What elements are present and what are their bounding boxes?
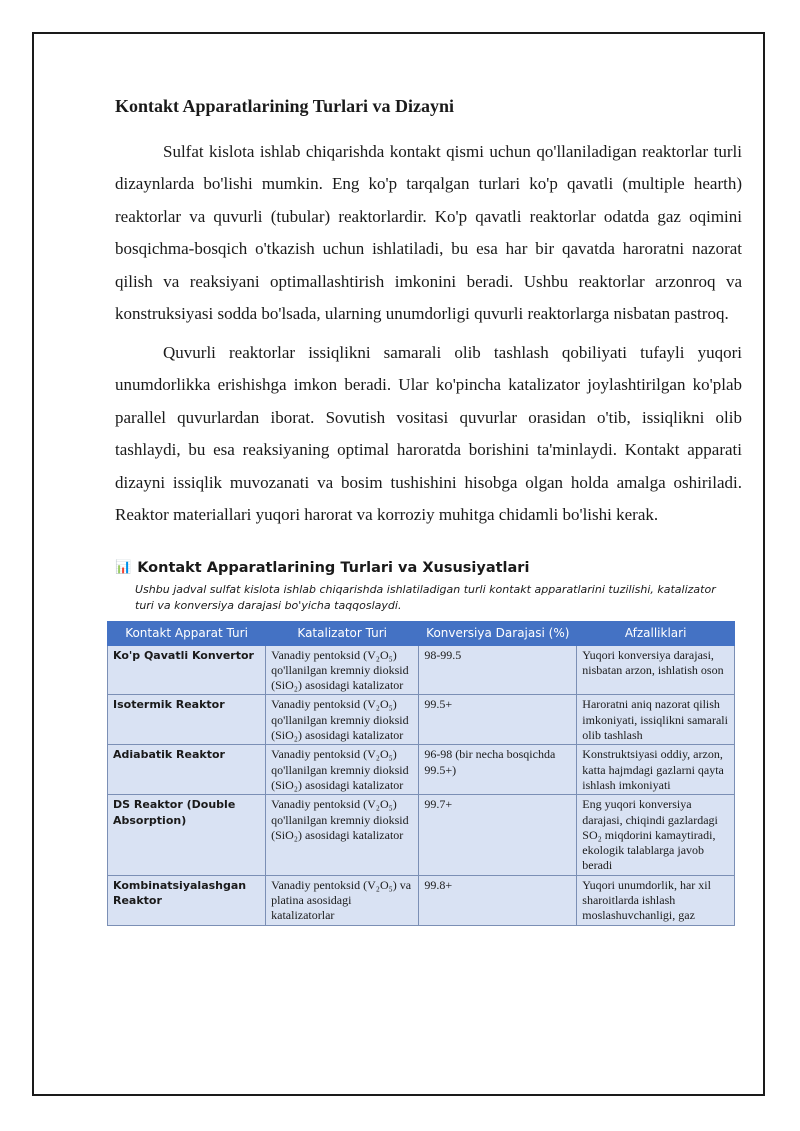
cell-conversion: 99.7+: [419, 795, 577, 875]
header-katalizator-turi: Katalizator Turi: [266, 621, 419, 645]
chart-icon: 📊: [115, 560, 132, 576]
cell-conversion: 99.5+: [419, 695, 577, 745]
cell-catalyst: Vanadiy pentoksid (V₂O₅) qo'llanilgan kremniy dioksid (SiO₂) asosidagi katalizator: [266, 795, 419, 875]
header-afzalliklari: Afzalliklari: [577, 621, 735, 645]
table-title-text: Kontakt Apparatlarining Turlari va Xususiyatlari: [137, 559, 530, 576]
cell-advantages: Eng yuqori konversiya darajasi, chiqindi gazlardagi SO₂ miqdorini kamaytiradi, ekologik talablarga javob beradi: [577, 795, 735, 875]
table-row: [108, 645, 735, 695]
table-row: [108, 795, 735, 875]
table-row: [108, 695, 735, 745]
cell-type: Ko'p Qavatli Konvertor: [108, 645, 266, 695]
cell-type: Isotermik Reaktor: [108, 695, 266, 745]
cell-type: DS Reaktor (Double Absorption): [108, 795, 266, 875]
header-konversiya-darajasi: Konversiya Darajasi (%): [419, 621, 577, 645]
document-body: [115, 96, 742, 926]
cell-conversion: 96-98 (bir necha bosqichda 99.5+): [419, 745, 577, 795]
table-title: [115, 560, 742, 576]
cell-catalyst: Vanadiy pentoksid (V₂O₅) qo'llanilgan kremniy dioksid (SiO₂) asosidagi katalizator: [266, 745, 419, 795]
cell-advantages: Yuqori unumdorlik, har xil sharoitlarda ishlash moslashuvchanligi, gaz: [577, 875, 735, 925]
cell-catalyst: Vanadiy pentoksid (V₂O₅) qo'llanilgan kremniy dioksid (SiO₂) asosidagi katalizator: [266, 695, 419, 745]
cell-type: Kombinatsiyalashgan Reaktor: [108, 875, 266, 925]
cell-conversion: 99.8+: [419, 875, 577, 925]
cell-type: Adiabatik Reaktor: [108, 745, 266, 795]
cell-conversion: 98-99.5: [419, 645, 577, 695]
comparison-table: [107, 621, 735, 926]
header-apparat-turi: Kontakt Apparat Turi: [108, 621, 266, 645]
paragraph-1: Sulfat kislota ishlab chiqarishda kontakt qismi uchun qo'llaniladigan reaktorlar turli dizaynlarda bo'lishi mumkin. Eng ko'p tarqalgan turlari ko'p qavatli (multiple hearth) reaktorlar va quvurli (tubular) reaktorlardir. Ko'p qavatli reaktorlar odatda gaz oqimini bosqichma-bosqich o'tkazish uchun ishlatiladi, bu esa har bir qavatda haroratni nazorat qilish va reaksiyani optimallashtirish imkonini beradi. Ushbu reaktorlar arzonroq va konstruksiyasi sodda bo'lsada, ularning unumdorligi quvurli reaktorlarga nisbatan pastroq.: [115, 141, 742, 324]
section-heading: Kontakt Apparatlarining Turlari va Dizayni: [115, 96, 455, 116]
table-header-row: [108, 621, 735, 645]
table-caption: Ushbu jadval sulfat kislota ishlab chiqarishda ishlatiladigan turli kontakt apparatlarini tuzilishi, katalizator turi va konversiya darajasi bo'yicha taqqoslaydi.: [135, 582, 716, 612]
cell-advantages: Konstruktsiyasi oddiy, arzon, katta hajmdagi gazlarni qayta ishlash imkoniyati: [577, 745, 735, 795]
cell-catalyst: Vanadiy pentoksid (V₂O₅) va platina asosidagi katalizatorlar: [266, 875, 419, 925]
cell-advantages: Yuqori konversiya darajasi, nisbatan arzon, ishlatish oson: [577, 645, 735, 695]
paragraph-2: Quvurli reaktorlar issiqlikni samarali olib tashlash qobiliyati tufayli yuqori unumdorlikka erishishga imkon beradi. Ular ko'pincha katalizator joylashtirilgan ko'plab parallel quvurlardan iborat. Sovutish vositasi quvurlar orasidan o'tib, issiqlikni olib tashlaydi, bu esa reaksiyaning optimal haroratda borishini ta'minlaydi. Kontakt apparati dizayni issiqlik muvozanati va bosim tushishini hisobga olgan holda amalga oshiriladi. Reaktor materiallari yuqori harorat va korroziy muhitga chidamli bo'lishi kerak.: [115, 342, 742, 525]
table-row: [108, 745, 735, 795]
cell-catalyst: Vanadiy pentoksid (V₂O₅) qo'llanilgan kremniy dioksid (SiO₂) asosidagi katalizator: [266, 645, 419, 695]
table-row: [108, 875, 735, 925]
cell-advantages: Haroratni aniq nazorat qilish imkoniyati, issiqlikni samarali olib tashlash: [577, 695, 735, 745]
